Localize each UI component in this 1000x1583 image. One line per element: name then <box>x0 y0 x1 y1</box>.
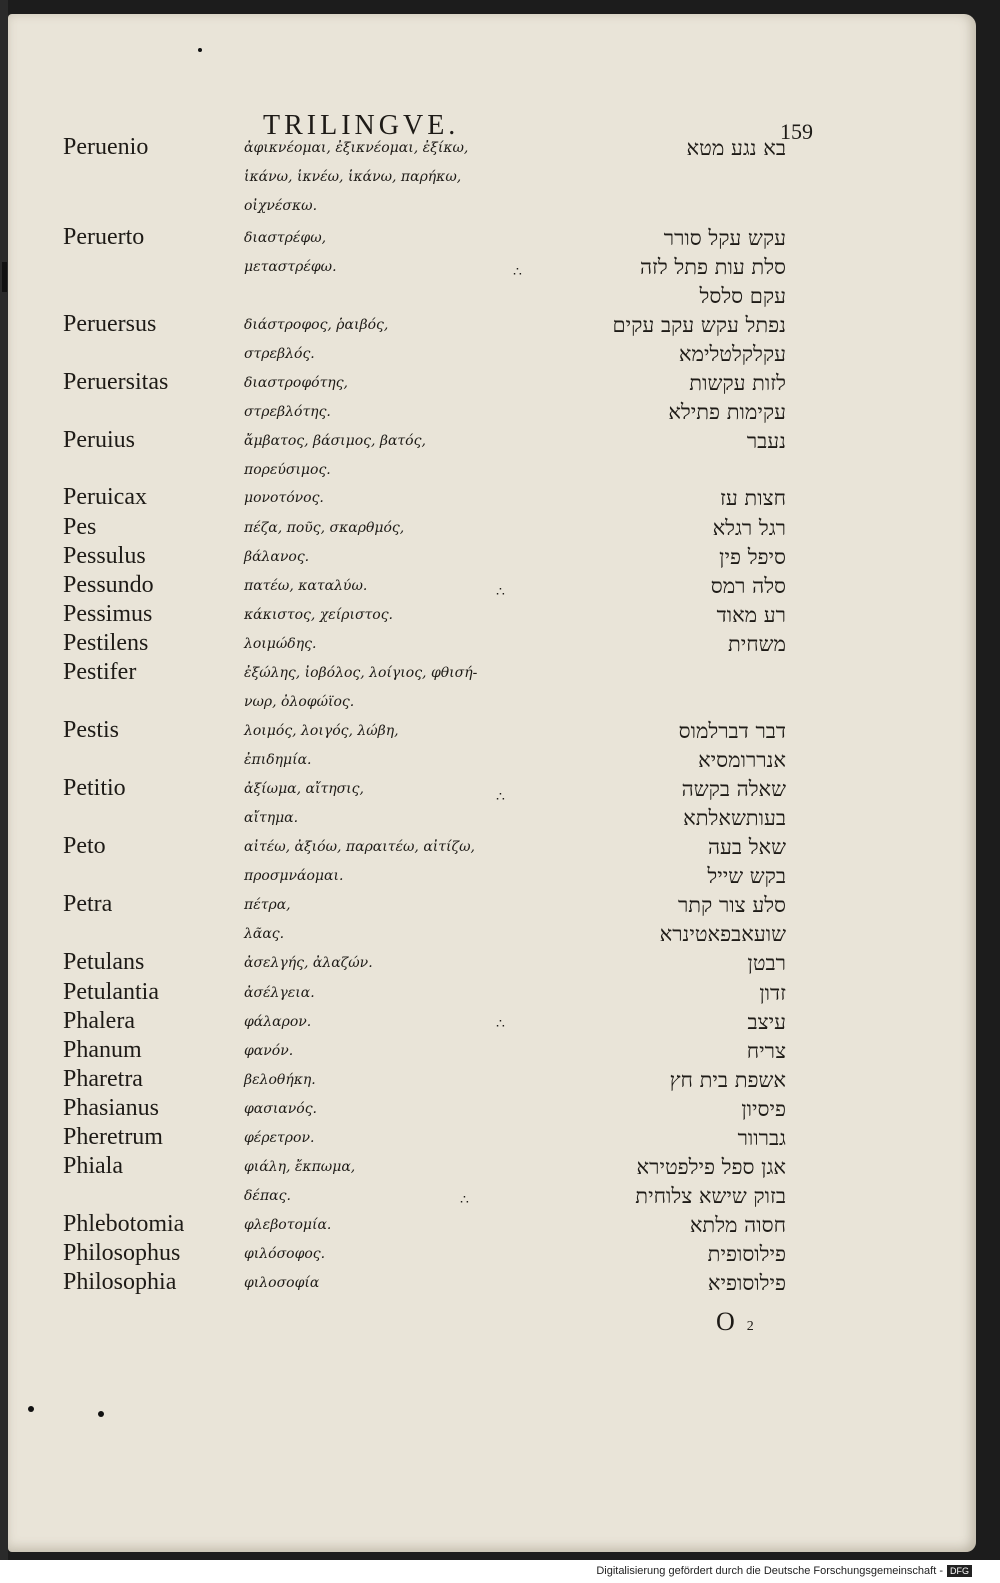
latin-headword: Pes <box>63 514 97 540</box>
hebrew-equivalent: שאל בעה <box>707 835 786 859</box>
latin-headword: Petulantia <box>63 979 159 1005</box>
ink-speck <box>98 1411 104 1417</box>
hebrew-equivalent: נעבר <box>746 429 786 453</box>
hebrew-equivalent: נפתל עקש עקב עקים <box>612 313 786 337</box>
ornament-dots: ∴ <box>496 584 505 600</box>
latin-headword: Petulans <box>63 949 145 975</box>
greek-equivalent: ἐξώλης, ἰοβόλος, λοίγιος, φθισή- <box>244 665 478 681</box>
latin-headword: Petra <box>63 891 113 917</box>
hebrew-equivalent: סלה רמס <box>710 574 786 598</box>
latin-headword: Phalera <box>63 1008 135 1034</box>
binding-edge <box>0 0 8 1560</box>
hebrew-equivalent: חסוה מלתא <box>689 1213 786 1237</box>
greek-equivalent: φιάλη, ἔκπωμα, <box>244 1159 356 1175</box>
greek-equivalent: φανόν. <box>244 1043 294 1059</box>
hebrew-equivalent: שועאבפאטינרא <box>659 922 786 946</box>
hebrew-equivalent: בעותשאלתא <box>683 806 786 830</box>
hebrew-equivalent: זדון <box>759 981 786 1005</box>
greek-equivalent: μονοτόνος. <box>244 490 324 506</box>
hebrew-equivalent: רבטן <box>747 951 786 975</box>
greek-equivalent: ἄμβατος, βάσιμος, βατός, <box>244 433 426 449</box>
latin-headword: Philosophia <box>63 1269 177 1295</box>
footer-credit: Digitalisierung gefördert durch die Deutsche Forschungsgemeinschaft - DFG <box>596 1565 972 1577</box>
latin-headword: Peruicax <box>63 484 147 510</box>
latin-headword: Pestis <box>63 717 120 743</box>
greek-equivalent: λοιμώδης. <box>244 636 317 652</box>
latin-headword: Pharetra <box>63 1066 143 1092</box>
latin-headword: Phlebotomia <box>63 1211 185 1237</box>
greek-equivalent: μεταστρέφω. <box>244 259 337 275</box>
latin-headword: Phasianus <box>63 1095 159 1121</box>
hebrew-equivalent: סלת עות פתל לזה <box>639 255 786 279</box>
greek-equivalent: βάλανος. <box>244 549 310 565</box>
hebrew-equivalent: רגל רגלא <box>712 516 786 540</box>
greek-equivalent: ἀσέλγεια. <box>244 985 315 1001</box>
book-page <box>8 14 976 1552</box>
greek-equivalent: πατέω, καταλύω. <box>244 578 368 594</box>
dfg-logo: DFG <box>947 1565 972 1577</box>
greek-equivalent: διάστροφος, ῥαιβός, <box>244 317 389 333</box>
hebrew-equivalent: צריח <box>746 1039 786 1063</box>
hebrew-equivalent: אנררומסיא <box>698 748 786 772</box>
ornament-dots: ∴ <box>513 264 522 280</box>
greek-equivalent: ἱκάνω, ἱκνέω, ἱκάνω, παρήκω, <box>244 169 462 185</box>
latin-headword: Philosophus <box>63 1240 181 1266</box>
latin-headword: Peruerto <box>63 224 145 250</box>
hebrew-equivalent: עיצב <box>747 1010 786 1034</box>
hebrew-equivalent: עקם סלסל <box>699 284 786 308</box>
hebrew-equivalent: פילוסופית <box>707 1242 786 1266</box>
greek-equivalent: πέζα, ποῦς, σκαρθμός, <box>244 520 405 536</box>
greek-equivalent: νωρ, ὀλοφώϊος. <box>244 694 355 710</box>
greek-equivalent: στρεβλότης. <box>244 404 331 420</box>
greek-equivalent: ἀξίωμα, αἴτησις, <box>244 781 364 797</box>
latin-headword: Pessulus <box>63 543 146 569</box>
hebrew-equivalent: בקש שייל <box>707 864 786 888</box>
latin-headword: Phanum <box>63 1037 142 1063</box>
greek-equivalent: αἰτέω, ἀξιόω, παραιτέω, αἰτίζω, <box>244 839 475 855</box>
greek-equivalent: διαστροφότης, <box>244 375 348 391</box>
hebrew-equivalent: אשפת בית חץ <box>669 1068 786 1092</box>
latin-headword: Pheretrum <box>63 1124 163 1150</box>
page-title: TRILINGVE. <box>263 110 460 141</box>
greek-equivalent: ἀφικνέομαι, ἐξικνέομαι, ἐξίκω, <box>244 140 469 156</box>
greek-equivalent: ἐπιδημία. <box>244 752 312 768</box>
hebrew-equivalent: גברוור <box>737 1126 786 1150</box>
greek-equivalent: πέτρα, <box>244 897 291 913</box>
greek-equivalent: φλεβοτομία. <box>244 1217 332 1233</box>
latin-headword: Pestilens <box>63 630 149 656</box>
hebrew-equivalent: עקימות פתילא <box>668 400 786 424</box>
ink-speck <box>28 1406 34 1412</box>
greek-equivalent: διαστρέφω, <box>244 230 327 246</box>
greek-equivalent: λᾶας. <box>244 926 285 942</box>
greek-equivalent: φάλαρον. <box>244 1014 312 1030</box>
latin-headword: Peruersitas <box>63 369 169 395</box>
greek-equivalent: προσμνάομαι. <box>244 868 344 884</box>
greek-equivalent: φιλοσοφία <box>244 1275 320 1291</box>
greek-equivalent: κάκιστος, χείριστος. <box>244 607 394 623</box>
latin-headword: Pessimus <box>63 601 153 627</box>
hebrew-equivalent: בזוק שישא צלוחית <box>635 1184 786 1208</box>
greek-equivalent: φασιανός. <box>244 1101 317 1117</box>
hebrew-equivalent: דבר דברלמוס <box>678 719 786 743</box>
greek-equivalent: βελοθήκη. <box>244 1072 316 1088</box>
latin-headword: Peto <box>63 833 106 859</box>
latin-headword: Phiala <box>63 1153 123 1179</box>
greek-equivalent: φιλόσοφος. <box>244 1246 326 1262</box>
hebrew-equivalent: עקלקלטלימא <box>678 342 786 366</box>
latin-headword: Peruius <box>63 427 135 453</box>
hebrew-equivalent: רע מאוד <box>716 603 786 627</box>
latin-headword: Peruenio <box>63 134 149 160</box>
greek-equivalent: πορεύσιμος. <box>244 462 331 478</box>
ornament-dots: ∴ <box>496 1016 505 1032</box>
hebrew-equivalent: לזות עקשות <box>689 371 786 395</box>
hebrew-equivalent: בא נגע מטא <box>686 136 786 160</box>
greek-equivalent: αἴτημα. <box>244 810 299 826</box>
latin-headword: Peruersus <box>63 311 157 337</box>
greek-equivalent: δέπας. <box>244 1188 291 1204</box>
binding-mark <box>2 262 7 292</box>
hebrew-equivalent: סיפל פין <box>719 545 786 569</box>
page-number: 159 <box>780 119 813 144</box>
hebrew-equivalent: עקש עקל סורר <box>663 226 786 250</box>
hebrew-equivalent: סלע צור קתר <box>677 893 786 917</box>
hebrew-equivalent: פיסיון <box>741 1097 786 1121</box>
hebrew-equivalent: אגן ספל פילפטירא <box>636 1155 786 1179</box>
signature-mark: O 2 <box>716 1307 754 1336</box>
greek-equivalent: φέρετρον. <box>244 1130 315 1146</box>
greek-equivalent: ἀσελγής, ἀλαζών. <box>244 955 373 971</box>
hebrew-equivalent: פילוסופיא <box>707 1271 786 1295</box>
ornament-dots: ∴ <box>496 789 505 805</box>
latin-headword: Petitio <box>63 775 126 801</box>
greek-equivalent: λοιμός, λοιγός, λώβη, <box>244 723 399 739</box>
greek-equivalent: οἰχνέσκω. <box>244 198 318 214</box>
latin-headword: Pestifer <box>63 659 137 685</box>
hebrew-equivalent: משחית <box>727 632 786 656</box>
latin-headword: Pessundo <box>63 572 154 598</box>
ink-speck <box>198 48 202 52</box>
ornament-dots: ∴ <box>460 1192 469 1208</box>
hebrew-equivalent: שאלה בקשה <box>681 777 786 801</box>
greek-equivalent: στρεβλός. <box>244 346 315 362</box>
hebrew-equivalent: חצות עז <box>719 486 786 510</box>
